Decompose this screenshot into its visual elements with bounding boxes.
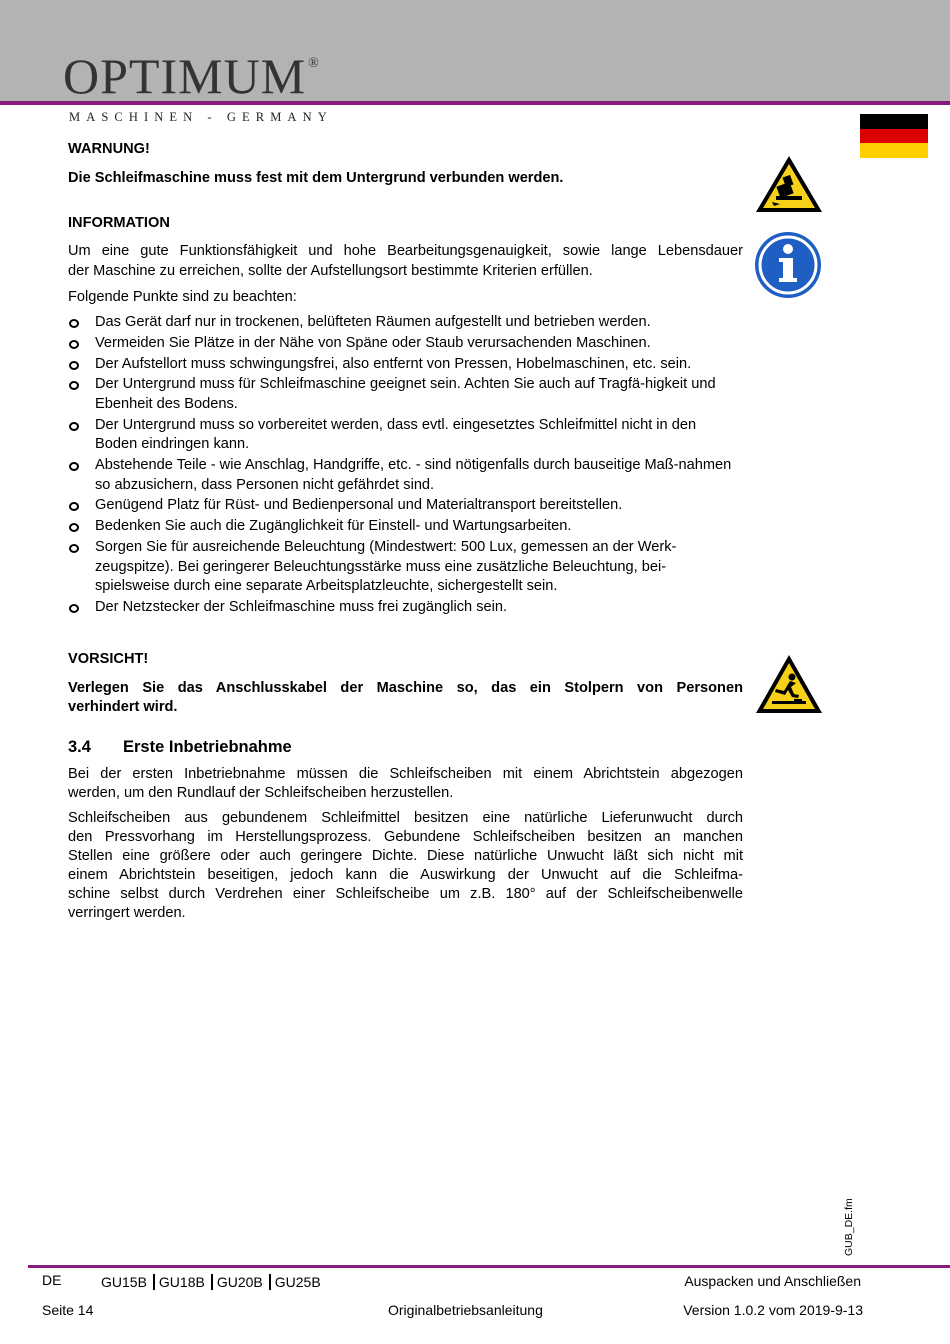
german-flag-icon bbox=[860, 114, 928, 158]
section-paragraph-1-line-2: werden, um den Rundlauf der Schleifscheiben herzustellen. bbox=[68, 785, 454, 801]
list-item bbox=[68, 416, 743, 455]
model-label: GU18B bbox=[158, 1274, 205, 1290]
list-item bbox=[68, 375, 743, 414]
list-item-text: Genügend Platz für Rüst- und Bedienpersonal und Materialtransport bereitstellen. bbox=[95, 497, 623, 514]
section-title: Erste Inbetriebnahme bbox=[123, 738, 292, 756]
caution-title: VORSICHT! bbox=[68, 651, 149, 667]
warning-text: Die Schleifmaschine muss fest mit dem Untergrund verbunden werden. bbox=[68, 170, 564, 186]
section-paragraph-2-line-2: den Pressvorhang im Herstellungsprozess. Gebundene Schleifscheiben besitzen an manchen bbox=[68, 829, 743, 845]
bullet-icon bbox=[69, 361, 79, 370]
model-separator bbox=[153, 1274, 155, 1290]
warning-fall-hazard-icon bbox=[754, 154, 824, 214]
bullet-icon bbox=[69, 422, 79, 431]
source-file-label: GUB_DE.fm bbox=[843, 1198, 855, 1256]
list-item bbox=[68, 538, 743, 597]
list-item-text: Das Gerät darf nur in trockenen, belüfteten Räumen aufgestellt und betrieben werden. bbox=[95, 314, 651, 330]
flag-stripe-black bbox=[860, 114, 928, 129]
footer-page-number: Seite 14 bbox=[42, 1302, 94, 1318]
trip-hazard-icon bbox=[754, 653, 824, 715]
section-paragraph-2-line-3: Stellen eine größere oder auch geringere Dichte. Diese natürliche Unwucht läßt sich nicht mit bbox=[68, 848, 743, 864]
bullet-icon bbox=[69, 462, 79, 471]
brand-name: OPTIMUM bbox=[63, 48, 307, 104]
bullet-icon bbox=[69, 381, 79, 390]
bullet-icon bbox=[69, 502, 79, 511]
model-separator bbox=[269, 1274, 271, 1290]
list-item-text: Der Untergrund muss für Schleifmaschine geeignet sein. Achten Sie auch auf Tragfä-higkeit und Ebenheit des Bodens. bbox=[95, 376, 716, 412]
footer-models bbox=[101, 1274, 321, 1290]
list-item bbox=[68, 517, 743, 537]
bullet-icon bbox=[69, 523, 79, 532]
information-text-line-2: der Maschine zu erreichen, sollte der Aufstellungsort bestimmte Kriterien erfüllen. bbox=[68, 263, 593, 279]
model-label: GU25B bbox=[274, 1274, 321, 1290]
points-intro: Folgende Punkte sind zu beachten: bbox=[68, 289, 297, 305]
section-paragraph-2-line-6: verringert werden. bbox=[68, 905, 186, 921]
list-item-text: Der Netzstecker der Schleifmaschine muss frei zugänglich sein. bbox=[95, 599, 508, 615]
list-item bbox=[68, 355, 743, 375]
information-icon bbox=[754, 231, 822, 299]
footer-document-type: Originalbetriebsanleitung bbox=[388, 1302, 543, 1318]
list-item bbox=[68, 456, 743, 495]
footer-version: Version 1.0.2 vom 2019-9-13 bbox=[683, 1302, 863, 1318]
caution-text-line-2: verhindert wird. bbox=[68, 699, 178, 715]
bullet-icon bbox=[69, 544, 79, 553]
list-item bbox=[68, 496, 743, 516]
section-number: 3.4 bbox=[68, 738, 91, 756]
list-item bbox=[68, 598, 743, 618]
section-paragraph-2-line-4: einem Abrichtstein beseitigen, jedoch kann die Auswirkung der Unwucht auf die Schleifma- bbox=[68, 867, 743, 883]
bullet-icon bbox=[69, 340, 79, 349]
model-label: GU15B bbox=[101, 1274, 147, 1290]
warning-title: WARNUNG! bbox=[68, 141, 150, 157]
brand-tagline: MASCHINEN - GERMANY bbox=[69, 110, 333, 124]
list-item-text: Der Untergrund muss so vorbereitet werden, dass evtl. eingesetztes Schleifmittel nicht in den Boden eindringen kann. bbox=[95, 416, 697, 453]
caution-text-line-1: Verlegen Sie das Anschlusskabel der Maschine so, das ein Stolpern von Personen bbox=[68, 680, 743, 696]
brand-logo bbox=[63, 50, 320, 116]
information-title: INFORMATION bbox=[68, 215, 170, 231]
list-item bbox=[68, 313, 743, 333]
bullet-icon bbox=[69, 604, 79, 613]
section-paragraph-2-line-5: schine selbst durch Verdrehen einer Schleifscheibe um z.B. 180° auf der Schleifscheibenwelle bbox=[68, 886, 743, 902]
footer-divider bbox=[28, 1265, 950, 1268]
list-item-text: Der Aufstellort muss schwingungsfrei, also entfernt von Pressen, Hobelmaschinen, etc. sein. bbox=[95, 355, 692, 372]
registered-mark: ® bbox=[308, 56, 320, 71]
flag-stripe-red bbox=[860, 129, 928, 144]
list-item-text: Bedenken Sie auch die Zugänglichkeit für Einstell- und Wartungsarbeiten. bbox=[95, 518, 572, 535]
list-item-text: Sorgen Sie für ausreichende Beleuchtung (Mindestwert: 500 Lux, gemessen an der Werk-zeugspitze). Bei geringerer Beleuchtungsstärke muss eine zusätzliche Beleuchtung, bei-spielsweise durch eine separate Arbeitsplatzleuchte, sichergestellt sein. bbox=[95, 539, 677, 595]
model-label: GU20B bbox=[216, 1274, 263, 1290]
criteria-list bbox=[68, 313, 743, 619]
section-paragraph-2-line-1: Schleifscheiben aus gebundenem Schleifmittel besitzen eine natürliche Lieferunwucht durch bbox=[68, 810, 743, 826]
section-paragraph-1-line-1: Bei der ersten Inbetriebnahme müssen die Schleifscheiben mit einem Abrichtstein abgezogen bbox=[68, 766, 743, 782]
bullet-icon bbox=[69, 319, 79, 328]
model-separator bbox=[211, 1274, 213, 1290]
list-item-text: Abstehende Teile - wie Anschlag, Handgriffe, etc. - sind nötigenfalls durch bauseitige Maß-nahmen so abzusichern, dass Personen nicht gefährdet sind. bbox=[95, 457, 732, 493]
footer-chapter: Auspacken und Anschließen bbox=[684, 1273, 861, 1289]
flag-stripe-gold bbox=[860, 143, 928, 158]
information-text-line-1: Um eine gute Funktionsfähigkeit und hohe Bearbeitungsgenauigkeit, sowie lange Lebensdauer bbox=[68, 243, 743, 259]
footer-language: DE bbox=[42, 1272, 62, 1288]
list-item-text: Vermeiden Sie Plätze in der Nähe von Späne oder Staub verursachenden Maschinen. bbox=[95, 334, 651, 351]
list-item bbox=[68, 334, 743, 354]
